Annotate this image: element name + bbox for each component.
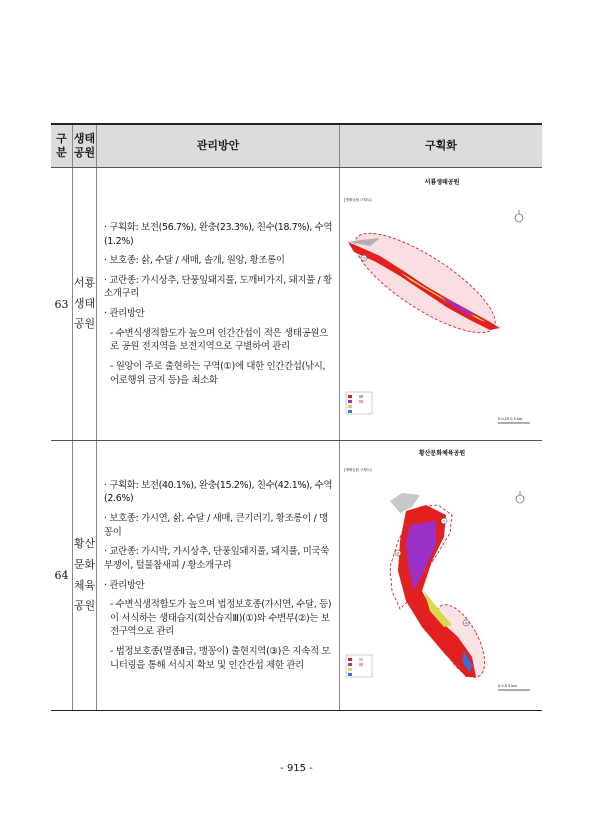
protected-species: · 보호종: 가시연, 삵, 수달 / 새매, 큰기러기, 황조롱이 / 맹꽁이 — [104, 513, 328, 538]
management-heading: · 관리방안 — [104, 308, 145, 319]
map-legend — [346, 392, 372, 414]
zoning-map — [340, 168, 542, 440]
management-heading: · 관리방안 — [104, 579, 145, 591]
map-title: 서룡생태공원 — [424, 179, 460, 186]
header-management: 관리방안 — [97, 125, 340, 167]
map-scale: 0 0.5 1 km — [498, 684, 517, 688]
management-plan — [97, 168, 340, 440]
marker-2-label: ② — [396, 551, 400, 556]
map-scale: 0 0.25 0.5 km — [498, 417, 523, 421]
map-title: 황산문화체육공원 — [418, 450, 466, 457]
park-name — [73, 168, 97, 440]
zoning-ratio: · 구획화: 보전(40.1%), 완충(15.2%), 친수(42.1%), 수역(2.6%) — [104, 479, 333, 505]
park-name-line: 체육 — [73, 578, 96, 592]
park-name-line: 생태 — [73, 296, 96, 310]
map-legend-title: [생태공원 구획도] — [344, 198, 372, 202]
marker-1-label: ① — [362, 256, 366, 261]
map-legend — [346, 655, 372, 677]
zoning-map — [340, 441, 542, 710]
zoning-map-image — [340, 441, 542, 710]
north-arrow-icon — [516, 491, 524, 503]
header-park-line2: 공원 — [73, 146, 96, 159]
management-item: - 법정보호종(멸종Ⅱ급, 맹꽁이) 출현지역(③)은 지속적 모니터링을 통해 서식지 확보 및 인간간섭 제한 관리 — [110, 646, 331, 671]
park-name-line: 황산 — [73, 536, 96, 550]
marker-3-label: ③ — [464, 621, 468, 626]
management-item: - 수변식생적합도가 높으며 인간간섭이 적은 생태공원으로 공원 전지역을 보전지역으로 구별하여 관리 — [110, 327, 328, 353]
header-category: 구분 — [51, 125, 73, 167]
map-legend-title: [생태공원 구획도] — [344, 468, 372, 472]
protected-species: · 보호종: 삵, 수달 / 새매, 솔개, 원앙, 황조롱이 — [104, 255, 285, 267]
management-item: - 수변식생적합도가 높으며 법정보호종(가시연, 수달, 등)이 서식하는 생태습지(회산습지Ⅲ)(①)와 수변부(②)는 보전구역으로 관리 — [110, 599, 332, 638]
invasive-species: · 교란종: 가시상추, 단풍잎돼지풀, 도깨비가지, 돼지풀 / 황소개구리 — [104, 274, 332, 300]
table-row — [51, 441, 542, 710]
park-name — [73, 441, 97, 710]
management-item: - 원앙이 주로 출현하는 구역(①)에 대한 인간간섭(낚시, 어로행위 금지 등)을 최소화 — [110, 360, 326, 386]
header-park-line1: 생태 — [73, 132, 96, 146]
header-park — [73, 125, 97, 167]
park-name-line: 문화 — [73, 557, 96, 571]
zoning-ratio: · 구획화: 보전(56.7%), 완충(23.3%), 친수(18.7%), 수역(1.2%) — [104, 221, 333, 247]
row-number: 63 — [51, 168, 73, 440]
management-plan — [97, 441, 340, 710]
park-name-line: 공원 — [73, 599, 96, 613]
header-zoning: 구획화 — [425, 139, 457, 153]
conservation-zone-outline — [342, 217, 508, 350]
marker-1-label: ① — [442, 519, 446, 524]
management-table — [51, 123, 542, 711]
north-arrow-icon — [515, 210, 523, 222]
invasive-species: · 교란종: 가시박, 가시상추, 단풍잎돼지풀, 돼지풀, 미국쑥부쟁이, 털물참새피 / 황소개구리 — [104, 546, 329, 571]
table-header-row — [51, 125, 542, 168]
park-name-line: 서룡 — [73, 275, 96, 289]
table-row — [51, 168, 542, 441]
row-number: 64 — [51, 441, 73, 710]
zoning-map-image — [340, 168, 542, 440]
park-name-line: 공원 — [73, 317, 96, 331]
page-number: - 915 - — [280, 763, 313, 774]
